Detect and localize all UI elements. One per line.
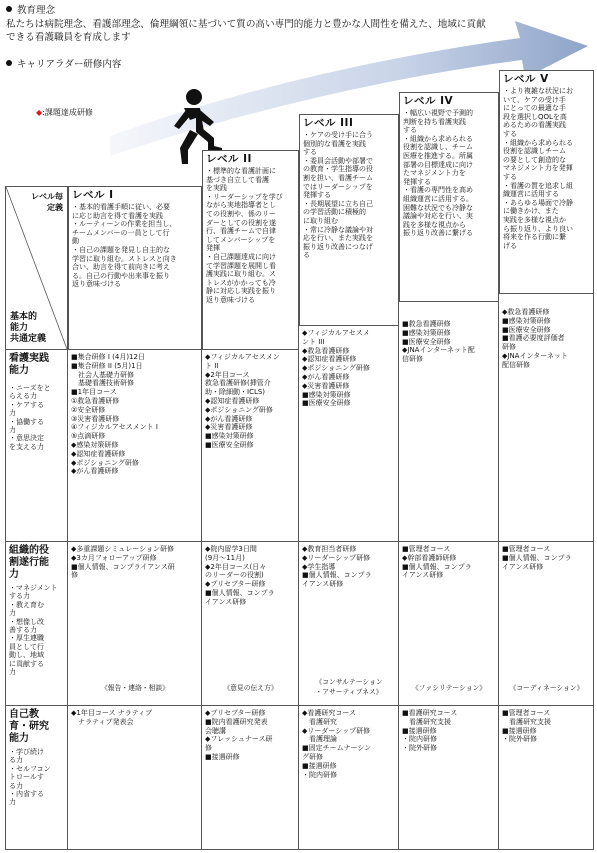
- text-line: ◆リーダーシップ研修: [302, 726, 371, 735]
- table-cell: [299, 706, 399, 850]
- table-cell: [299, 326, 399, 542]
- text-line: 返り意味づける: [206, 295, 255, 304]
- table-cell: [399, 542, 499, 706]
- text-line: ・教え育む: [9, 600, 44, 609]
- text-line: ◆ポジショニング研修: [71, 458, 139, 467]
- text-line: (9月～11月): [205, 553, 245, 562]
- text-line: ◆看護研究コース: [302, 709, 357, 717]
- text-line: ・セルフコン: [9, 764, 51, 773]
- text-line: ダーとしての役割を遂: [206, 218, 276, 227]
- text-line: ◆JNAインターネット: [502, 351, 568, 360]
- text-line: ■集合研修 II (5月)1日: [71, 361, 143, 370]
- text-line: ■看護研究コース: [402, 709, 458, 717]
- text-line: イアンス研修: [205, 597, 247, 606]
- text-line: 組織運営に活用する。: [403, 194, 473, 203]
- text-line: 社会人基礎力研修: [71, 370, 134, 379]
- text-line: ■接遇研修: [402, 726, 437, 735]
- text-line: いて、ケアの受け手: [503, 95, 566, 104]
- text-line: 看護研究: [302, 717, 337, 726]
- corner-top-label: 定義: [47, 203, 63, 212]
- text-line: 践を多様な視点から: [403, 220, 466, 229]
- table-cell: [68, 706, 202, 850]
- text-line: ◆幹部看護師研修: [402, 553, 457, 562]
- text-line: 発揮: [206, 244, 220, 253]
- table-cell: [68, 542, 202, 706]
- corner-bottom-label: 共通定義: [10, 334, 47, 344]
- text-line: ◆災害看護研修: [205, 423, 253, 432]
- text-line: 動: [72, 237, 79, 246]
- text-line: 個別的な看護を実践: [303, 139, 366, 148]
- skill-footer: 《報告・連絡・相談》: [101, 684, 169, 692]
- text-line: ◆教育担当者研修: [302, 545, 357, 553]
- text-line: 助・除細動・ICLS): [205, 388, 266, 397]
- text-line: げる: [503, 241, 517, 250]
- level-4-box: [399, 92, 499, 302]
- text-line: する: [403, 126, 417, 135]
- text-line: 看護理論: [302, 735, 337, 744]
- text-line: 段を選択しQOLを高: [503, 112, 567, 121]
- table-cell: [499, 706, 594, 850]
- level-2-box: [202, 150, 299, 350]
- text-line: ③災害看護研修: [71, 414, 120, 423]
- text-line: 割を担い、看護チーム: [303, 173, 373, 182]
- skill-footer: 《ファシリテーション》: [411, 684, 487, 692]
- text-line: ・厚生連職: [9, 634, 44, 643]
- text-line: ・看護の質を追求し組: [503, 181, 573, 190]
- section-title: キャリアラダー研修内容: [17, 59, 122, 70]
- text-line: ■接遇研修: [502, 726, 537, 735]
- text-line: ■個人情報、コンプラ: [302, 571, 372, 580]
- text-line: に働きかけ、また: [503, 207, 559, 216]
- text-line: グ研修: [302, 752, 323, 761]
- legend-label: :課題達成研修: [42, 108, 93, 117]
- text-line: 育・研究: [9, 721, 49, 732]
- text-line: 研修: [502, 343, 516, 352]
- text-line: 会聴講: [205, 726, 226, 735]
- text-line: ■個人情報、コンプラ: [502, 553, 572, 562]
- philosophy-line: 私たちは病院理念、看護部理念、倫理綱領に基づいて質の高い専門的能力と豊かな人間性を備えた、地域に貢献: [6, 19, 486, 30]
- level-desc: [206, 167, 295, 305]
- text-line: ■感染対策研修: [302, 390, 351, 399]
- text-line: ト II: [205, 361, 219, 370]
- text-line: 応を行い、また実践を: [303, 234, 373, 243]
- text-line: ・院外研修: [402, 744, 437, 753]
- text-line: ・より複雑な状況にお: [503, 87, 573, 95]
- table-cell: [202, 542, 299, 706]
- text-line: 役割を認識しチーム: [503, 147, 566, 156]
- text-line: 看護実践: [9, 353, 49, 364]
- text-line: ■院内看護研究発表: [205, 717, 268, 726]
- text-line: ・内省する: [9, 790, 44, 799]
- text-line: の教育・学生指導の役: [303, 165, 373, 174]
- text-line: ◆救急看護研修: [302, 346, 350, 355]
- text-line: ■固定チームナーシン: [302, 744, 372, 753]
- text-line: 力: [9, 668, 16, 677]
- text-line: マネジメント力を発揮: [503, 164, 573, 173]
- corner-bottom-label: 基本的: [10, 312, 38, 322]
- text-line: ・長期展望に立ち自己: [303, 199, 373, 208]
- row-heading-self-education: [5, 706, 68, 850]
- text-line: 合い、助言を得て前向きに考え: [72, 263, 170, 272]
- text-line: 看護研究支援: [502, 717, 551, 726]
- text-line: ◆フィジカルアセスメ: [302, 329, 370, 337]
- text-line: 配信研修: [502, 360, 530, 369]
- text-line: ・リーダーシップを学び: [206, 192, 283, 201]
- text-line: ◆フレッシュナース研: [205, 735, 273, 744]
- text-line: ・ケアする: [9, 400, 44, 409]
- text-line: ◆がん看護研修: [302, 372, 350, 381]
- text-line: ■1年目コース: [71, 388, 117, 397]
- text-line: ・院内研修: [402, 735, 437, 744]
- text-line: ■管理者コース: [502, 545, 551, 553]
- text-line: ◆プリセプター研修: [205, 709, 266, 717]
- text-line: ・組織から求められる: [503, 138, 573, 147]
- table-cell: [299, 542, 399, 706]
- text-line: に取り組む: [303, 216, 338, 225]
- text-line: 判断を持ち看護実践: [403, 117, 466, 126]
- text-line: ◆認知症看護研修: [71, 449, 126, 458]
- skill-footer: 《コーディネーション》: [509, 684, 584, 692]
- text-line: 振り返り改善につなげ: [303, 242, 373, 251]
- text-line: ◆感染対策研修: [71, 440, 119, 449]
- text-line: ■感染対策研修: [502, 316, 551, 325]
- level-title: レベル IV: [403, 95, 454, 107]
- text-line: ・意思決定: [9, 434, 44, 443]
- bullet-icon: [6, 6, 12, 12]
- text-line: ◆多重課題シミュレーション研修: [71, 545, 174, 553]
- text-line: 発揮する: [303, 191, 331, 200]
- text-line: 将来を作る行動に繋: [503, 233, 566, 242]
- text-line: ◆ポジショニング研修: [205, 405, 273, 414]
- text-line: ・ケアの受け手に合う: [303, 131, 373, 139]
- text-line: ・学び続け: [9, 748, 44, 756]
- text-line: する: [503, 172, 517, 181]
- text-line: 医療を推進する。所属: [403, 151, 473, 160]
- level-5-box: [499, 70, 594, 294]
- text-line: イアンス研修: [502, 562, 544, 571]
- text-line: ■管理者コース: [502, 709, 551, 717]
- table-cell: [499, 542, 594, 706]
- diamond-icon: ◆: [36, 108, 43, 117]
- text-line: 織運営に活用する: [503, 190, 559, 199]
- legend: [36, 107, 93, 118]
- text-line: ■個人情報、コンプラ: [402, 562, 472, 571]
- text-line: ◆認知症看護研修: [302, 355, 357, 364]
- text-line: トロールす: [9, 773, 44, 782]
- skill-footer: ・アサーティブネス》: [315, 688, 383, 696]
- text-line: 員として行: [9, 642, 44, 651]
- text-line: 力: [9, 409, 16, 418]
- text-line: チームメンバーの一員として行: [72, 228, 170, 237]
- section-career-ladder: [6, 58, 121, 71]
- text-line: 看護研究支援: [402, 717, 451, 726]
- text-line: ◆フィジカルアセスメン: [205, 353, 280, 361]
- text-line: ての役割や、係のリー: [206, 209, 276, 218]
- text-line: ■集合研修 I (4月)12日: [71, 353, 145, 361]
- text-line: 能力: [9, 365, 29, 376]
- text-line: ④フィジカルアセスメント I: [71, 423, 158, 432]
- text-line: ・ルーティーンの作業を担当し、: [72, 220, 177, 229]
- text-line: 力: [9, 609, 16, 618]
- level-desc: [72, 203, 198, 289]
- text-line: る。自己の行動や出来事を振り: [72, 271, 170, 280]
- text-line: ■医療安全研修: [205, 440, 254, 449]
- text-line: ◆救急看護研修: [502, 308, 550, 316]
- bullet-icon: [6, 60, 12, 66]
- text-line: 救急看護研修(挿管介: [205, 379, 271, 388]
- text-line: 自己教: [9, 709, 39, 720]
- text-line: 行、看護チームで自律: [206, 227, 276, 236]
- text-line: 修: [205, 744, 212, 753]
- text-line: する: [503, 129, 517, 138]
- text-line: ・基本的看護手順に従い、必要: [72, 203, 170, 211]
- philosophy-line: できる看護職員を育成します: [6, 32, 131, 43]
- text-line: 返り意味づける: [72, 280, 121, 289]
- text-line: を支える力: [9, 442, 44, 451]
- text-line: ・院外研修: [502, 735, 537, 744]
- text-line: してメンバーシップを: [206, 235, 276, 244]
- text-line: を実践: [206, 184, 227, 193]
- text-line: ■感染対策研修: [205, 432, 254, 441]
- text-line: 議論や対応を行い、実: [403, 212, 473, 221]
- text-line: 振り返り改善に繋げる: [403, 229, 473, 238]
- text-line: る力: [9, 781, 23, 790]
- text-line: たマネジメント力を: [403, 169, 466, 178]
- text-line: ◆1年目コース ナラティブ: [71, 709, 153, 717]
- text-line: 基礎看護技術研修: [71, 379, 134, 388]
- text-line: ら振り返り、より良い: [503, 224, 573, 233]
- text-line: ■個人情報、コンプラ: [205, 588, 275, 597]
- text-line: する力: [9, 592, 30, 601]
- text-line: 信研修: [402, 355, 423, 364]
- level-title: レベル V: [503, 73, 549, 85]
- level-3-box: [299, 114, 399, 326]
- level-desc: [303, 131, 395, 260]
- text-line: 割遂行能: [9, 557, 49, 568]
- text-line: 部署の目標達成に向け: [403, 160, 473, 169]
- level-title: レベル I: [72, 189, 114, 201]
- text-line: ・委員会活動や部署で: [303, 156, 373, 165]
- text-line: 力: [9, 569, 19, 580]
- text-line: 力: [9, 798, 16, 807]
- text-line: ント III: [302, 337, 325, 346]
- text-line: ・協働する: [9, 417, 44, 426]
- text-line: ◆ポジショニング研修: [302, 364, 370, 373]
- level-1-box: [68, 186, 202, 350]
- row-heading-nursing-practice: [5, 350, 68, 542]
- text-line: る: [303, 251, 310, 260]
- corner-cell: [5, 186, 68, 350]
- text-line: ⑤点滴研修: [71, 432, 106, 441]
- skill-footer: 《意見の伝え方》: [223, 684, 278, 692]
- table-cell: [399, 302, 499, 542]
- corner-bottom-label: 能力: [10, 323, 29, 333]
- text-line: ・想像し改: [9, 617, 44, 626]
- text-line: にとっての最適な手: [503, 104, 566, 113]
- text-line: ・ニーズをと: [9, 384, 51, 392]
- text-line: ■接遇研修: [302, 761, 337, 770]
- text-line: 困難な状況でも冷静な: [403, 203, 473, 212]
- text-line: ◆JNAインターネット配: [402, 346, 475, 355]
- text-line: らえる力: [9, 392, 37, 401]
- level-desc: [403, 109, 495, 238]
- section-title: 教育理念: [17, 5, 56, 16]
- text-line: に応じ助言を得て看護を実践: [72, 211, 163, 220]
- section-education-philosophy: [6, 4, 55, 17]
- table-cell: [399, 706, 499, 850]
- text-line: トレスがかかっても冷: [206, 278, 276, 287]
- text-line: ■看護必要度評価者: [502, 334, 565, 343]
- table-cell: [68, 350, 202, 542]
- text-line: 修: [71, 571, 78, 580]
- text-line: ・組織から求められる: [403, 134, 473, 143]
- text-line: 組織的役: [9, 545, 49, 556]
- text-line: ◆学生指導: [302, 562, 336, 571]
- text-line: めるための看護実践: [503, 121, 566, 130]
- text-line: する: [303, 148, 317, 157]
- text-line: ■医療安全研修: [402, 337, 451, 346]
- text-line: ①救急看護研修: [71, 396, 120, 405]
- corner-top-label: レベル毎: [31, 192, 63, 201]
- table-cell: [499, 294, 594, 542]
- table-cell: [202, 350, 299, 542]
- text-line: ■救急看護研修: [402, 320, 451, 328]
- text-line: ■医療安全研修: [502, 325, 551, 334]
- text-line: の要として創造的な: [503, 155, 566, 164]
- text-line: ナラティブ発表会: [71, 717, 134, 726]
- text-line: 発揮する: [403, 177, 431, 186]
- text-line: 力: [9, 426, 16, 435]
- text-line: る力: [9, 756, 23, 765]
- text-line: 役割を認識し、チーム: [403, 143, 473, 152]
- text-line: 動し、地域: [9, 651, 44, 660]
- text-line: ◆災害看護研修: [302, 381, 350, 390]
- text-line: ②安全研修: [71, 405, 106, 414]
- text-line: ◆がん看護研修: [205, 414, 253, 423]
- text-line: ◆がん看護研修: [71, 467, 119, 476]
- row-heading-organizational-role: [5, 542, 68, 706]
- text-line: ながら実地指導者とし: [206, 201, 276, 210]
- table-cell: [202, 706, 299, 850]
- text-line: 基づき自立して看護: [206, 175, 269, 184]
- text-line: ■医療安全研修: [302, 399, 351, 408]
- level-title: レベル III: [303, 117, 354, 129]
- level-title: レベル II: [206, 153, 252, 165]
- text-line: ・自己課題達成に向け: [206, 252, 276, 261]
- text-line: ◆3カ月フォローアップ研修: [71, 553, 157, 562]
- text-line: ・常に冷静な議論や対: [303, 225, 373, 234]
- text-line: ・マネジメント: [9, 584, 58, 592]
- text-line: て学習課題を展開し看: [206, 261, 276, 270]
- text-line: の学習活動に積極的: [303, 208, 366, 217]
- text-line: 学習に取り組む。ストレスと向き: [72, 254, 177, 263]
- text-line: ◆2年目コース(日々: [205, 562, 267, 571]
- text-line: ◆院内留学3日間: [205, 545, 257, 553]
- text-line: に貢献する: [9, 659, 44, 668]
- text-line: ◆プリセプター研修: [205, 580, 266, 589]
- level-desc: [503, 87, 590, 250]
- text-line: ・幅広い視野で予測的: [403, 109, 473, 117]
- text-line: ■管理者コース: [402, 545, 451, 553]
- text-line: ・院内研修: [302, 770, 337, 779]
- text-line: ・標準的な看護計画に: [206, 167, 276, 175]
- skill-footer: 《コンサルテーション: [315, 678, 383, 686]
- text-line: ◆2年目コース: [205, 370, 250, 379]
- text-line: ■接遇研修: [205, 752, 240, 761]
- text-line: ◆リーダーシップ研修: [302, 553, 371, 562]
- text-line: ・あらゆる場面で冷静: [503, 198, 573, 207]
- text-line: のリーダーの役割): [205, 571, 264, 580]
- text-line: 護実践に取り組む。ス: [206, 270, 276, 279]
- text-line: ではリーダーシップを: [303, 182, 373, 191]
- text-line: イアンス研修: [402, 571, 444, 580]
- text-line: ◆認知症看護研修: [205, 396, 260, 405]
- text-line: ・自己の課題を発見し自主的な: [72, 245, 170, 254]
- text-line: ■感染対策研修: [402, 328, 451, 337]
- text-line: ■個人情報、コンプライアンス研: [71, 562, 175, 571]
- text-line: 実践を多様な視点か: [503, 215, 566, 224]
- text-line: 能力: [9, 733, 29, 744]
- text-line: 善する力: [9, 626, 37, 635]
- text-line: ・看護の専門性を高め: [403, 186, 473, 195]
- text-line: 静に対応し実践を振り: [206, 287, 276, 296]
- text-line: イアンス研修: [302, 580, 344, 589]
